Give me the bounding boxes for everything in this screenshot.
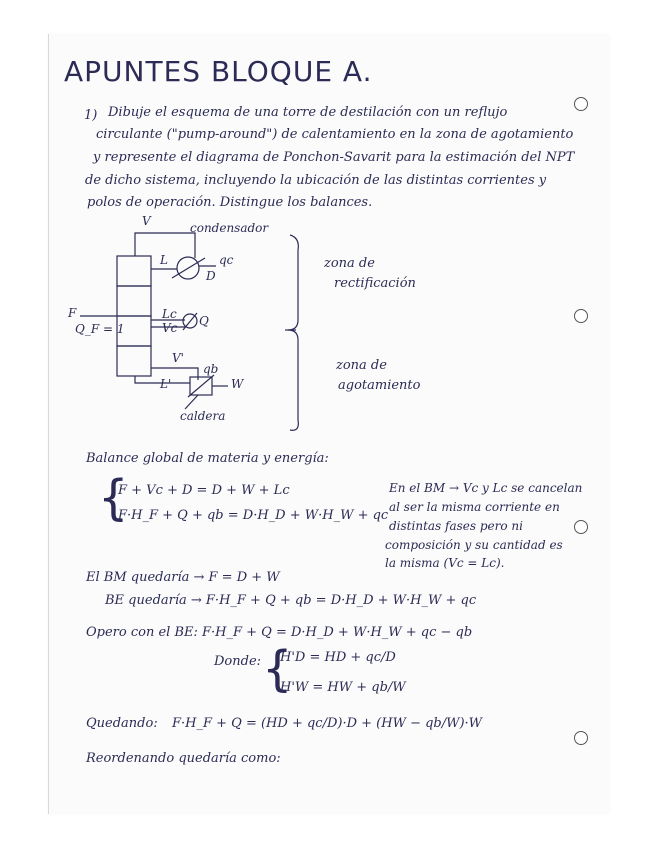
label-zona-agotamiento: zona de [336, 358, 387, 373]
reordenando-line: Reordenando quedaría como: [86, 751, 281, 766]
label-qc: qc [219, 253, 234, 267]
balance-equation: F + Vc + D = D + W + Lc [118, 483, 290, 498]
question-line: de dicho sistema, incluyendo la ubicación de las distintas corrientes y [85, 173, 547, 188]
balance-equation: F·H_F + Q + qb = D·H_D + W·H_W + qc [118, 508, 389, 523]
label-caldera: caldera [180, 409, 226, 423]
question-line: polos de operación. Distingue los balances. [87, 195, 373, 210]
label-qb: qb [203, 362, 219, 376]
balance-heading: Balance global de materia y energía: [86, 451, 329, 466]
label-zona-rectificacion: rectificación [334, 276, 416, 291]
label-l-prime: L' [160, 377, 172, 391]
note-line: al ser la misma corriente en [389, 500, 560, 514]
label-d: D [206, 269, 216, 283]
equation-brace: { [262, 641, 293, 697]
bm-line: El BM quedaría → F = D + W [86, 570, 280, 585]
donde-label: Donde: [214, 654, 262, 669]
donde-equation: H'D = HD + qc/D [280, 650, 396, 665]
be-line: BE quedaría → F·H_F + Q + qb = D·H_D + W·H_W + qc [105, 593, 477, 608]
question-number: 1) [84, 108, 98, 123]
column-stage [117, 286, 151, 316]
label-v-prime: V' [172, 351, 184, 365]
label-lc: Lc [162, 307, 177, 321]
label-qf: Q_F = 1 [75, 322, 125, 336]
label-q: Q [199, 314, 209, 328]
label-v: V [142, 214, 151, 228]
note-line: la misma (Vc = Lc). [385, 556, 505, 570]
question-line: y represente el diagrama de Ponchon-Savarit para la estimación del NPT [93, 150, 575, 165]
question-line: Dibuje el esquema de una torre de destilación con un reflujo [108, 105, 508, 120]
label-f: F [68, 306, 77, 320]
donde-equation: H'W = HW + qb/W [280, 680, 406, 695]
page-title: APUNTES BLOQUE A. [64, 55, 373, 88]
opero-line: Opero con el BE: F·H_F + Q = D·H_D + W·H_W + qc − qb [86, 625, 473, 640]
quedando-equation: F·H_F + Q = (HD + qc/D)·D + (HW − qb/W)·W [172, 716, 483, 731]
column-stage [117, 256, 151, 286]
note-line: distintas fases pero ni [389, 519, 523, 533]
column-stage [117, 346, 151, 376]
label-vc: Vc [162, 321, 178, 335]
label-l: L [160, 253, 168, 267]
label-zona-rectificacion: zona de [324, 256, 375, 271]
question-line: circulante ("pump-around") de calentamiento en la zona de agotamiento [96, 127, 574, 142]
note-line: En el BM → Vc y Lc se cancelan [389, 481, 583, 495]
label-condensador: condensador [190, 221, 269, 235]
equation-brace: { [98, 470, 129, 526]
note-line: composición y su cantidad es [385, 538, 563, 552]
label-w: W [231, 377, 244, 391]
quedando-label: Quedando: [86, 716, 158, 731]
label-zona-agotamiento: agotamiento [338, 378, 421, 393]
